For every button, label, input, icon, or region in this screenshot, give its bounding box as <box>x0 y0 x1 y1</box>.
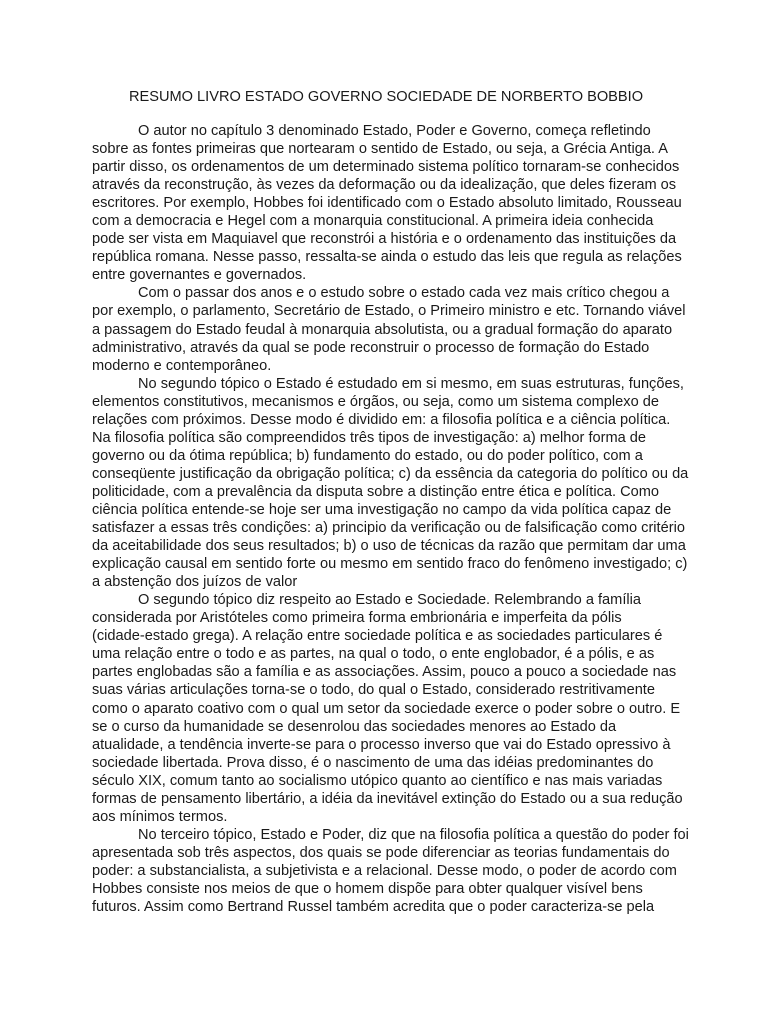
text-line: satisfazer a essas três condições: a) principio da verificação ou de falsificação como critério <box>92 520 685 537</box>
paragraph <box>92 375 689 592</box>
text-line: poder: a substancialista, a subjetivista e a relacional. Desse modo, o poder de acordo com <box>92 862 677 879</box>
text-line: da aceitabilidade dos seus resultados; b) o uso de técnicas da razão que permitam dar uma <box>92 538 686 555</box>
text-line: formas de pensamento libertário, a idéia da inevitável extinção do Estado ou a sua redução <box>92 790 683 807</box>
text-line: aos mínimos termos. <box>92 808 228 825</box>
text-line: uma relação entre o todo e as partes, na qual o todo, o ente englobador, é a pólis, e as <box>92 646 655 663</box>
text-line: com a democracia e Hegel com a monarquia constitucional. A primeira ideia conhecida <box>92 213 654 230</box>
text-line: ciência política entende-se hoje ser uma investigação no campo da vida política capaz de <box>92 501 672 518</box>
text-line: (cidade-estado grega). A relação entre sociedade política e as sociedades particulares é <box>92 628 663 645</box>
text-line: por exemplo, o parlamento, Secretário de Estado, o Primeiro ministro e etc. Tornando viável <box>92 303 686 320</box>
text-line: O segundo tópico diz respeito ao Estado e Sociedade. Relembrando a família <box>138 592 641 609</box>
text-line: governo ou da ótima república; b) fundamento do estado, ou do poder político, com a <box>92 447 643 464</box>
text-line: conseqüente justificação da obrigação política; c) da essência da categoria do político ou da <box>92 465 689 482</box>
text-line: sobre as fontes primeiras que nortearam o sentido de Estado, ou seja, a Grécia Antiga. A <box>92 141 668 158</box>
paragraph <box>92 284 686 374</box>
document-title: RESUMO LIVRO ESTADO GOVERNO SOCIEDADE DE NORBERTO BOBBIO <box>128 89 644 105</box>
text-line: moderno e contemporâneo. <box>92 357 272 374</box>
text-line: escritores. Por exemplo, Hobbes foi identificado com o Estado absoluto limitado, Rousseau <box>92 195 682 212</box>
paragraph <box>92 826 689 916</box>
text-line: O autor no capítulo 3 denominado Estado, Poder e Governo, começa refletindo <box>138 123 651 139</box>
text-line: como o aparato coativo com o qual um setor da sociedade exerce o poder sobre o outro. E <box>92 700 681 717</box>
text-line: No segundo tópico o Estado é estudado em si mesmo, em suas estruturas, funções, <box>138 375 684 392</box>
document-body <box>92 122 689 916</box>
text-line: atualidade, a tendência inverte-se para o processo inverso que vai do Estado opressivo à <box>92 736 671 753</box>
text-line: partir disso, os ordenamentos de um determinado sistema político tornaram-se conhecidos <box>92 159 680 176</box>
text-line: a abstenção dos juízos de valor <box>92 574 298 591</box>
text-line: relações com próximos. Desse modo é dividido em: a filosofia política e a ciência política. <box>92 411 671 428</box>
text-line: sociedade libertada. Prova disso, é o nascimento de uma das idéias predominantes do <box>92 754 654 771</box>
text-line: suas várias articulações torna-se o todo, do qual o Estado, considerado restritivamente <box>92 682 655 699</box>
text-line: Com o passar dos anos e o estudo sobre o estado cada vez mais crítico chegou a <box>138 285 670 302</box>
text-line: Na filosofia política são compreendidos três tipos de investigação: a) melhor forma de <box>92 429 647 446</box>
paragraph <box>92 591 682 826</box>
text-line: elementos constitutivos, mecanismos e órgãos, ou seja, como um sistema complexo de <box>92 393 659 410</box>
text-line: república romana. Nesse passo, ressalta-se ainda o estudo das leis que regula as relações <box>92 249 682 266</box>
text-line: pode ser vista em Maquiavel que reconstrói a história e o ordenamento das instituições da <box>92 231 677 248</box>
text-line: entre governantes e governados. <box>92 267 307 284</box>
text-line: século XIX, comum tanto ao socialismo utópico quanto ao científico e nas mais variadas <box>92 772 663 789</box>
text-line: através da reconstrução, às vezes da deformação ou da idealização, que deles fizeram os <box>92 177 677 194</box>
text-line: se o curso da humanidade se desenrolou das sociedades menores ao Estado da <box>92 718 617 735</box>
text-line: apresentada sob três aspectos, dos quais se pode diferenciar as teorias fundamentais do <box>92 844 670 861</box>
text-line: politicidade, com a prevalência da disputa sobre a distinção entre ética e política. Como <box>92 483 660 500</box>
text-line: a passagem do Estado feudal à monarquia absolutista, ou a gradual formação do aparato <box>92 321 673 338</box>
text-line: administrativo, através da qual se pode reconstruir o processo de formação do Estado <box>92 339 650 356</box>
text-line: considerada por Aristóteles como primeira forma embrionária e imperfeita da pólis <box>92 610 622 627</box>
text-line: No terceiro tópico, Estado e Poder, diz que na filosofia política a questão do poder foi <box>138 826 689 843</box>
text-line: partes englobadas são a família e as associações. Assim, pouco a pouco a sociedade nas <box>92 664 677 681</box>
text-line: Hobbes consiste nos meios de que o homem dispõe para obter qualquer visível bens <box>92 880 643 897</box>
text-line: futuros. Assim como Bertrand Russel também acredita que o poder caracteriza-se pela <box>92 899 655 916</box>
paragraph <box>92 122 682 284</box>
text-line: explicação causal em sentido forte ou mesmo em sentido fraco do fenômeno investigado; c) <box>92 556 688 573</box>
